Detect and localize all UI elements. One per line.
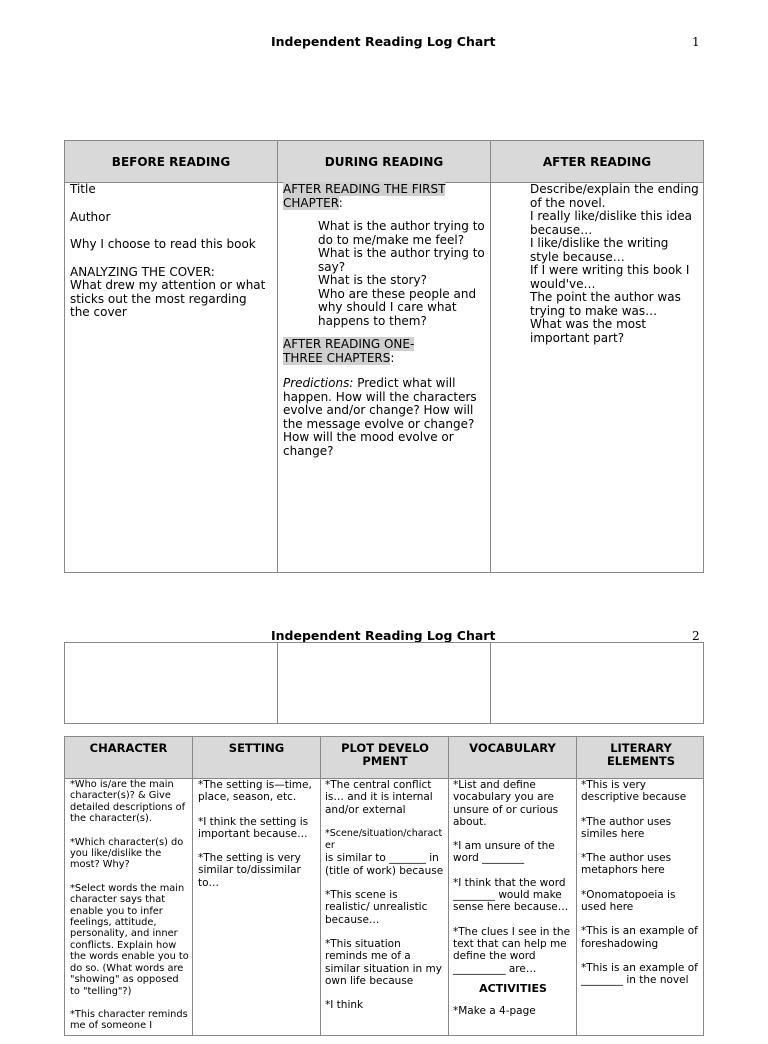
vocabulary-prompt: *List and define vocabulary you are unsure of or curious about.: [453, 779, 559, 828]
character-cell: [70, 779, 190, 1044]
literary-prompt: *This is an example of foreshadowing: [581, 925, 698, 950]
vocabulary-prompt: *The clues I see in the text that can help me define the word __________ are…: [453, 925, 571, 975]
header-setting: SETTING: [228, 741, 285, 755]
vocabulary-prompt: *I think that the word ________ would make sense here because…: [453, 876, 569, 914]
character-prompt: *Select words the main character says that enable you to infer feelings, attitude, personality, and inner conflicts. Explain how the words enable you to do so. (What words are "showing" as opposed to "telling"?): [70, 882, 189, 997]
header-character: CHARACTER: [89, 741, 168, 755]
header-vocabulary: VOCABULARY: [469, 741, 556, 755]
literary-prompt: *Onomatopoeia is used here: [581, 888, 676, 914]
header-during-reading: DURING READING: [324, 154, 444, 169]
prompt-why: Why I choose to read this book: [70, 237, 256, 251]
predictions-text: Predict what will happen. How will the characters evolve and/or change? How will the message evolve or change? How will the mood evolve or change?: [283, 376, 477, 458]
literary-elements-cell: [581, 779, 701, 999]
after-prompt: I really like/dislike this idea because…: [530, 209, 692, 237]
one-three-chapters-label: AFTER READING ONE-THREE CHAPTERS: [283, 337, 415, 365]
plot-prompt: *Scene/situation/character: [325, 827, 443, 852]
character-prompt: *Who is/are the main character(s)? & Give detailed descriptions of the character(s).: [70, 779, 186, 825]
during-reading-cell: AFTER READING THE FIRST CHAPTER: What is the author trying to do to me/make me feel? What is the author trying to say? What is the story? Who are these people and why should I care what happens to them? AFTER READING ONE-THREE CHAPTERS: Predictions: Predict what will happen. How will the characters evolve and/or change? How will the message evolve or change? How will the mood evolve or change?: [283, 183, 487, 458]
question-item: What is the story?: [318, 273, 427, 287]
question-item: Who are these people and why should I care what happens to them?: [318, 286, 477, 328]
plot-prompt: *The central conflict is… and it is internal and/or external: [325, 779, 433, 816]
question-item: What is the author trying to say?: [318, 246, 485, 274]
literary-prompt: *The author uses similes here: [581, 815, 672, 840]
header-before-reading: BEFORE READING: [111, 154, 231, 169]
plot-prompt: *This scene is realistic/ unrealistic because…: [325, 889, 428, 926]
activity-item: *Make a 4-page: [453, 1005, 536, 1018]
prompt-title: Title: [70, 182, 96, 196]
literary-prompt: *This is an example of ________ in the novel: [581, 961, 698, 987]
vocabulary-prompt: *I am unsure of the word ________: [453, 840, 555, 865]
after-prompt: I like/dislike the writing style because…: [530, 236, 669, 264]
plot-cell: [325, 779, 445, 1023]
header-plot-development: PLOT DEVELOPMENT: [341, 741, 429, 768]
plot-prompt: *I think: [325, 999, 364, 1012]
question-item: What is the author trying to do to me/make me feel?: [318, 219, 485, 247]
literary-prompt: *The author uses metaphors here: [581, 852, 672, 877]
before-reading-cell: [70, 183, 270, 320]
blank-continuation-table: [64, 642, 704, 724]
plot-prompt: *This situation reminds me of a similar situation in my own life because: [325, 937, 442, 987]
story-elements-table: [64, 736, 704, 1036]
after-reading-cell: [530, 183, 700, 345]
character-prompt: *This character reminds me of someone I: [70, 1008, 188, 1032]
page-title: Independent Reading Log Chart: [271, 34, 496, 49]
prompt-cover-text: What drew my attention or what sticks out the most regarding the cover: [70, 278, 266, 319]
activities-heading: ACTIVITIES: [479, 981, 547, 995]
setting-prompt: *The setting is—time, place, season, etc.: [198, 779, 312, 804]
after-prompt: What was the most important part?: [530, 317, 647, 345]
header-literary-elements: LITERARY ELEMENTS: [606, 741, 676, 768]
character-prompt: *Which character(s) do you like/dislike the most? Why?: [70, 836, 184, 871]
plot-prompt: is similar to _______ in (title of work) because: [325, 852, 444, 877]
after-prompt: Describe/explain the ending of the novel.: [530, 182, 699, 210]
after-prompt: The point the author was trying to make was…: [530, 290, 681, 318]
literary-prompt: *This is very descriptive because: [581, 779, 687, 804]
prompt-author: Author: [70, 209, 111, 224]
header-after-reading: AFTER READING: [542, 154, 652, 169]
after-prompt: If I were writing this book I would've…: [530, 263, 690, 291]
setting-cell: [198, 779, 318, 901]
reading-log-table: [64, 140, 704, 573]
first-chapter-label: AFTER READING THE FIRST CHAPTER: [283, 182, 446, 210]
page-number: 1: [692, 35, 700, 49]
prompt-cover-label: ANALYZING THE COVER:: [70, 264, 215, 279]
setting-prompt: *I think the setting is important because…: [198, 815, 309, 840]
setting-prompt: *The setting is very similar to/dissimilar to…: [198, 852, 301, 889]
page-number: 2: [692, 629, 700, 643]
page-title: Independent Reading Log Chart: [271, 628, 496, 643]
predictions-label: Predictions:: [283, 376, 354, 390]
vocabulary-cell: [453, 779, 573, 1017]
